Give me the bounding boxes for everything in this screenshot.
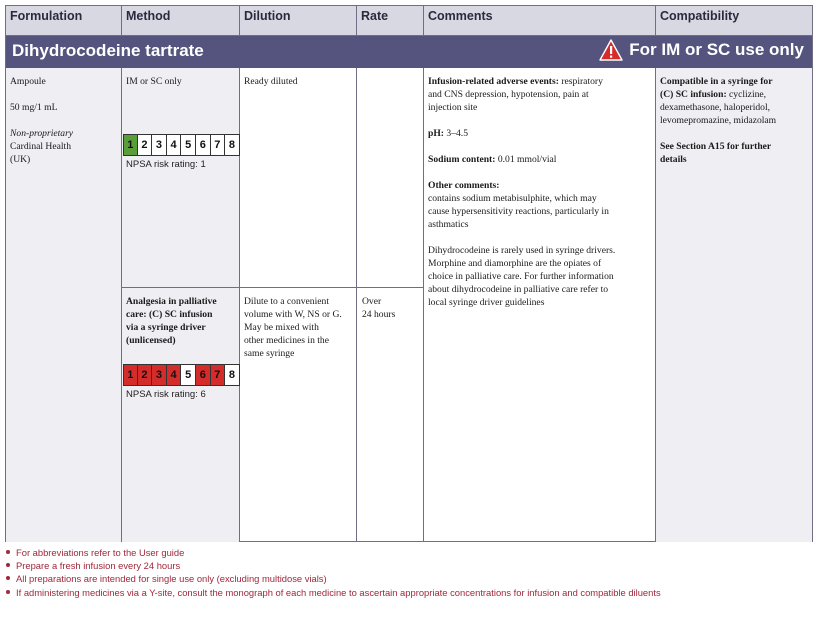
method-indication-line3: via a syringe driver xyxy=(126,322,206,333)
npsa-risk-rating-2: NPSA risk rating: 6 xyxy=(126,389,206,400)
rate-column xyxy=(357,68,424,542)
footer-note: For abbreviations refer to the User guide xyxy=(5,546,813,559)
other-comments-line2: cause hypersensitivity reactions, particularly in xyxy=(428,206,609,217)
dilution-row2-line1: Dilute to a convenient xyxy=(244,296,329,307)
npsa-risk-rating-1: NPSA risk rating: 1 xyxy=(126,159,206,170)
comment-ph xyxy=(428,127,468,140)
formulation-manufacturer: Cardinal Health xyxy=(10,141,72,152)
method-indication-line2: care: (C) SC infusion xyxy=(126,309,213,320)
compat-see-line1: See Section A15 for further xyxy=(660,141,772,152)
risk-square: 7 xyxy=(211,364,226,386)
footer-notes xyxy=(5,546,813,599)
rate-row2-line2: 24 hours xyxy=(362,309,396,320)
ph-value: 3–4.5 xyxy=(444,128,468,139)
rate-row2-line1: Over xyxy=(362,296,382,307)
compat-label-line1: Compatible in a syringe for xyxy=(660,76,773,87)
warning-triangle-icon xyxy=(599,39,623,61)
compatibility-column xyxy=(656,68,812,542)
risk-square: 3 xyxy=(152,364,167,386)
formulation-type: Ampoule xyxy=(10,76,46,87)
method-indication-line4: (unlicensed) xyxy=(126,335,176,346)
header-compatibility: Compatibility xyxy=(660,9,740,23)
risk-square: 7 xyxy=(211,134,226,156)
ph-label: pH: xyxy=(428,128,444,139)
risk-square: 4 xyxy=(167,134,182,156)
comment-adverse-events xyxy=(428,75,603,88)
risk-square: 3 xyxy=(152,134,167,156)
npsa-risk-scale-2 xyxy=(123,364,240,386)
header-comments: Comments xyxy=(424,6,656,35)
header-rate: Rate xyxy=(357,6,424,35)
risk-square: 5 xyxy=(181,134,196,156)
footer-note: All preparations are intended for single use only (excluding multidose vials) xyxy=(5,572,813,585)
drug-title-bar xyxy=(6,36,812,68)
route-warning-text: For IM or SC use only xyxy=(629,40,804,59)
formulation-column xyxy=(6,68,122,542)
dilution-row2-line3: May be mixed with xyxy=(244,322,319,333)
drug-title: Dihydrocodeine tartrate xyxy=(12,41,204,60)
risk-square: 5 xyxy=(181,364,196,386)
dilution-row2-line4: other medicines in the xyxy=(244,335,329,346)
method-indication-line1: Analgesia in palliative xyxy=(126,296,217,307)
dilution-column xyxy=(240,68,357,542)
risk-square: 4 xyxy=(167,364,182,386)
header-formulation: Formulation xyxy=(6,6,122,35)
adverse-events-text1: respiratory xyxy=(558,76,603,87)
sodium-label: Sodium content: xyxy=(428,154,496,165)
palliative-note-line1: Dihydrocodeine is rarely used in syringe drivers. xyxy=(428,245,616,256)
risk-square: 8 xyxy=(225,364,240,386)
risk-square: 2 xyxy=(138,364,153,386)
route-warning xyxy=(599,39,804,61)
header-dilution: Dilution xyxy=(240,6,357,35)
header-method: Method xyxy=(122,6,240,35)
other-comments-label: Other comments: xyxy=(428,180,500,191)
dilution-row2-line5: same syringe xyxy=(244,348,295,359)
dilution-row2-line2: volume with W, NS or G. xyxy=(244,309,342,320)
compat-value-line2: cyclizine, xyxy=(726,89,767,100)
adverse-events-label: Infusion-related adverse events: xyxy=(428,76,559,87)
palliative-note-line4: about dihydrocodeine in palliative care refer to xyxy=(428,284,609,295)
footer-note: If administering medicines via a Y-site, consult the monograph of each medicine to ascertain appropriate concentrations for infusion and compatible diluents xyxy=(5,586,813,599)
compat-line2 xyxy=(660,88,766,101)
comments-column xyxy=(424,68,656,542)
method-row-divider xyxy=(122,287,424,288)
adverse-events-text2: and CNS depression, hypotension, pain at xyxy=(428,89,589,100)
risk-square: 6 xyxy=(196,134,211,156)
formulation-country: (UK) xyxy=(10,154,31,165)
risk-square: 6 xyxy=(196,364,211,386)
formulation-strength: 50 mg/1 mL xyxy=(10,102,58,113)
method-route: IM or SC only xyxy=(126,76,182,87)
compat-value-line3: dexamethasone, haloperidol, xyxy=(660,102,771,113)
sodium-value: 0.01 mmol/vial xyxy=(495,154,557,165)
risk-square: 1 xyxy=(123,364,138,386)
palliative-note-line5: local syringe driver guidelines xyxy=(428,297,545,308)
risk-square: 1 xyxy=(123,134,138,156)
monograph-table xyxy=(5,5,813,542)
comment-sodium xyxy=(428,153,556,166)
adverse-events-text3: injection site xyxy=(428,102,478,113)
compat-label-line2: (C) SC infusion: xyxy=(660,89,727,100)
table-header-row xyxy=(6,6,812,36)
compat-see-line2: details xyxy=(660,154,687,165)
compat-value-line4: levomepromazine, midazolam xyxy=(660,115,777,126)
palliative-note-line3: choice in palliative care. For further information xyxy=(428,271,614,282)
formulation-proprietary: Non-proprietary xyxy=(10,128,74,139)
method-column xyxy=(122,68,240,542)
risk-square: 2 xyxy=(138,134,153,156)
other-comments-line1: contains sodium metabisulphite, which may xyxy=(428,193,597,204)
palliative-note-line2: Morphine and diamorphine are the opiates of xyxy=(428,258,602,269)
dilution-row1: Ready diluted xyxy=(244,76,298,87)
other-comments-line3: asthmatics xyxy=(428,219,469,230)
footer-note: Prepare a fresh infusion every 24 hours xyxy=(5,559,813,572)
risk-square: 8 xyxy=(225,134,240,156)
npsa-risk-scale-1 xyxy=(123,134,240,156)
